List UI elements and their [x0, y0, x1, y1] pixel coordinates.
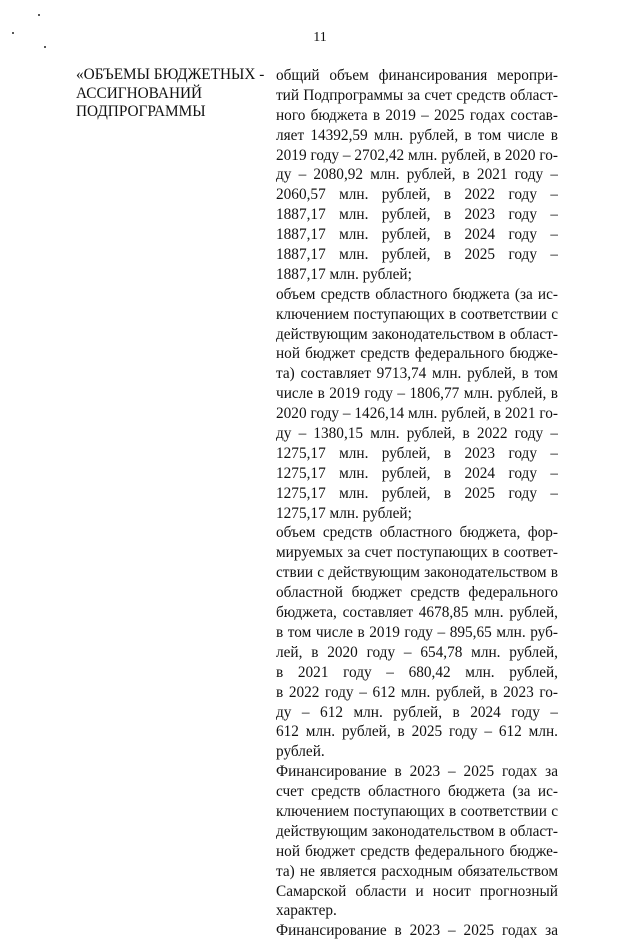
body-line: ляет 14392,59 млн. рублей, в том числе в [276, 126, 558, 144]
body-line: 1275,17 млн. рублей, в 2025 году – [276, 484, 558, 502]
body-line: в 2021 году – 680,42 млн. рублей, [276, 663, 558, 681]
body-line: числе в 2019 году – 1806,77 млн. рублей, в [276, 385, 558, 403]
body-line: 1275,17 млн. рублей; [276, 504, 412, 522]
scan-speck [12, 32, 14, 34]
body-line: характер. [276, 902, 337, 920]
body-line: та) не является расходным обязательством [276, 862, 558, 880]
body-line: в том числе в 2019 году – 895,65 млн. руб- [276, 623, 558, 641]
body-line: 1275,17 млн. рублей, в 2024 году – [276, 464, 558, 482]
body-line: действующим законодательством в област- [276, 822, 558, 840]
body-line: объем средств областного бюджета, фор- [276, 524, 558, 542]
body-line: действующим законодательством в област- [276, 325, 558, 343]
body-line: 1275,17 млн. рублей, в 2023 году – [276, 444, 558, 462]
body-line: мируемых за счет поступающих в соответ- [276, 544, 558, 562]
body-line: ключением поступающих в соответствии с [276, 802, 558, 820]
section-heading [76, 66, 276, 122]
body-line: 1887,17 млн. рублей; [276, 265, 412, 283]
body-line: ключением поступающих в соответствии с [276, 305, 558, 323]
body-line: рублей. [276, 743, 325, 761]
heading-line: «ОБЪЕМЫ БЮДЖЕТНЫХ - [76, 66, 265, 83]
body-line: объем средств областного бюджета (за ис- [276, 285, 558, 303]
body-line: 2019 году – 2702,42 млн. рублей, в 2020 го- [276, 146, 558, 164]
body-line: 2060,57 млн. рублей, в 2022 году – [276, 186, 558, 204]
scan-speck [38, 14, 40, 16]
body-line: общий объем финансирования меропри- [276, 67, 558, 84]
section-body [276, 66, 558, 941]
body-line: ду – 2080,92 млн. рублей, в 2021 году – [276, 166, 558, 184]
body-line: лей, в 2020 году – 654,78 млн. рублей, [276, 643, 558, 661]
body-line: ной бюджет средств федерального бюдже- [276, 842, 558, 860]
body-line: та) составляет 9713,74 млн. рублей, в том [276, 365, 558, 383]
body-line: в 2022 году – 612 млн. рублей, в 2023 го- [276, 683, 558, 701]
body-line: Финансирование в 2023 – 2025 годах за [276, 763, 558, 781]
body-line: Самарской области и носит прогнозный [276, 882, 558, 900]
body-line: ствии с действующим законодательством в [276, 564, 558, 582]
scan-speck [44, 46, 46, 48]
body-line: ного бюджета в 2019 – 2025 годах состав- [276, 106, 558, 124]
body-line: тий Подпрограммы за счет средств област- [276, 86, 558, 104]
heading-line: АССИГНОВАНИЙ [76, 84, 203, 102]
body-line: областной бюджет средств федерального [276, 584, 558, 602]
body-line: ду – 1380,15 млн. рублей, в 2022 году – [276, 425, 558, 443]
body-line: Финансирование в 2023 – 2025 годах за [276, 922, 558, 940]
body-line: 2020 году – 1426,14 млн. рублей, в 2021 го- [276, 405, 558, 423]
body-line: бюджета, составляет 4678,85 млн. рублей, [276, 604, 558, 622]
heading-line: ПОДПРОГРАММЫ [76, 103, 206, 121]
body-line: ду – 612 млн. рублей, в 2024 году – [276, 703, 558, 721]
body-line: 1887,17 млн. рублей, в 2023 году – [276, 206, 558, 224]
body-line: ной бюджет средств федерального бюдже- [276, 345, 558, 363]
body-line: 1887,17 млн. рублей, в 2024 году – [276, 226, 558, 244]
body-line: 612 млн. рублей, в 2025 году – 612 млн. [276, 723, 558, 741]
page-number: 11 [313, 30, 327, 45]
body-line: счет средств областного бюджета (за ис- [276, 783, 558, 801]
body-line: 1887,17 млн. рублей, в 2025 году – [276, 246, 558, 264]
